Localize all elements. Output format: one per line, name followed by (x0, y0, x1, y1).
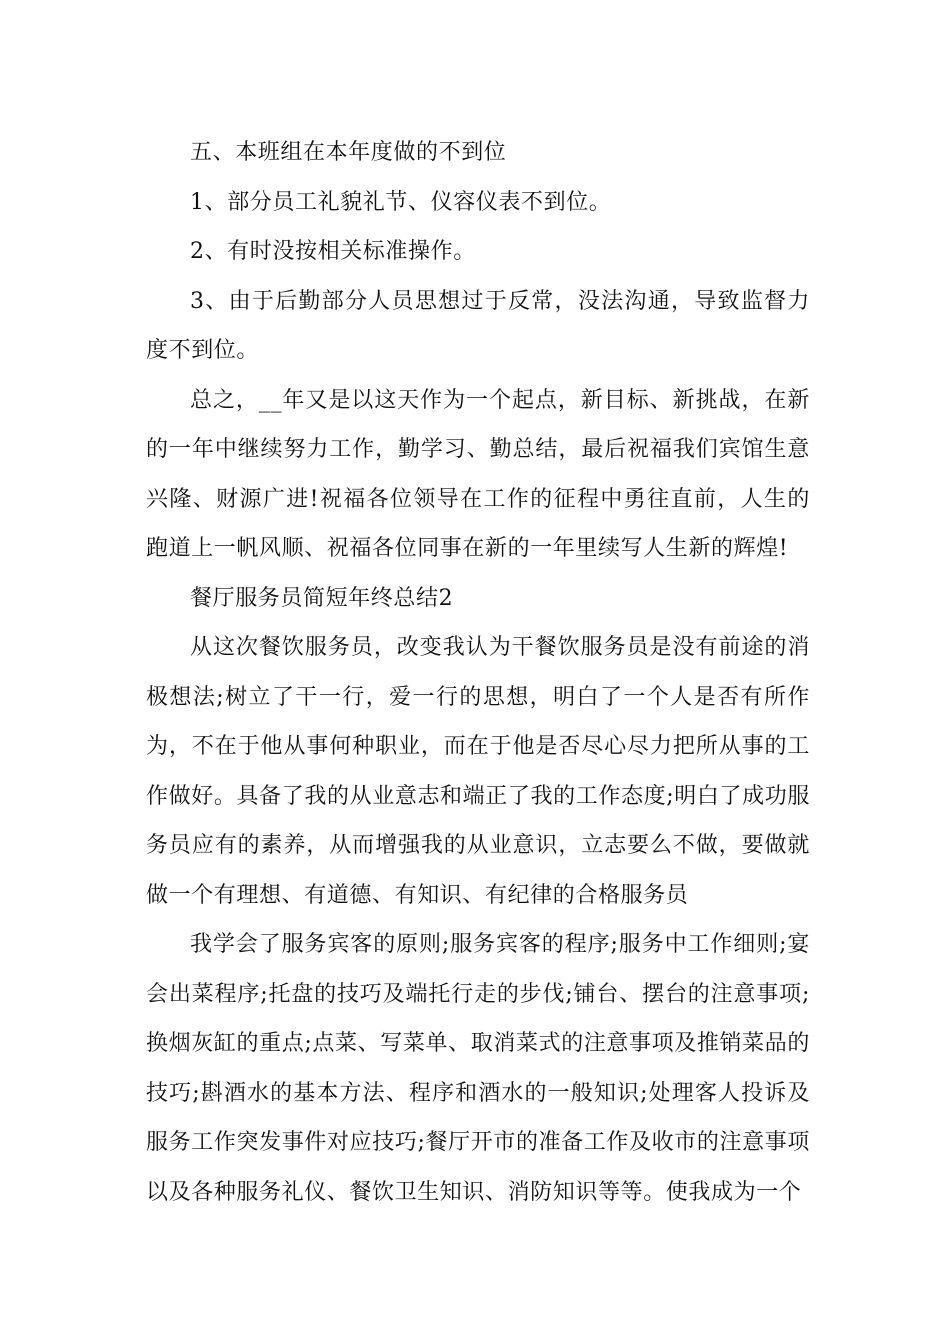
list-item: 1、部分员工礼貌礼节、仪容仪表不到位。 (190, 189, 612, 215)
section-title: 餐厅服务员简短年终总结2 (190, 585, 454, 611)
section-heading: 五、本班组在本年度做的不到位 (190, 140, 507, 165)
list-item: 2、有时没按相关标准操作。 (190, 239, 476, 264)
list-item: 3、由于后勤部分人员思想过于反常，没法沟通，导致监督力度不到位。 (146, 288, 810, 363)
body-paragraph: 从这次餐饮服务员，改变我认为干餐饮服务员是没有前途的消极想法;树立了干一行，爱一行的思想，明白了一个人是否有所作为，不在于他从事何种职业，而在于他是否尽心尽力把所从事的工作做好。具备了我的从业意志和端正了我的工作态度;明白了成功服务员应有的素养，从而增强我的从业意识，立志要么不做，要做就做一个有理想、有道德、有知识、有纪律的合格服务员 (146, 635, 810, 908)
body-paragraph: 总之，__年又是以这天作为一个起点，新目标、新挑战，在新的一年中继续努力工作，勤学习、勤总结，最后祝福我们宾馆生意兴隆、财源广进!祝福各位领导在工作的征程中勇往直前，人生的跑道上一帆风顺、祝福各位同事在新的一年里续写人生新的辉煌! (146, 387, 810, 561)
document-body (146, 128, 810, 1217)
body-paragraph: 我学会了服务宾客的原则;服务宾客的程序;服务中工作细则;宴会出菜程序;托盘的技巧及端托行走的步伐;铺台、摆台的注意事项;换烟灰缸的重点;点菜、写菜单、取消菜式的注意事项及推销菜品的技巧;斟酒水的基本方法、程序和酒水的一般知识;处理客人投诉及服务工作突发事件对应技巧;餐厅开市的准备工作及收市的注意事项以及各种服务礼仪、餐饮卫生知识、消防知识等等。使我成为一个 (146, 932, 810, 1205)
